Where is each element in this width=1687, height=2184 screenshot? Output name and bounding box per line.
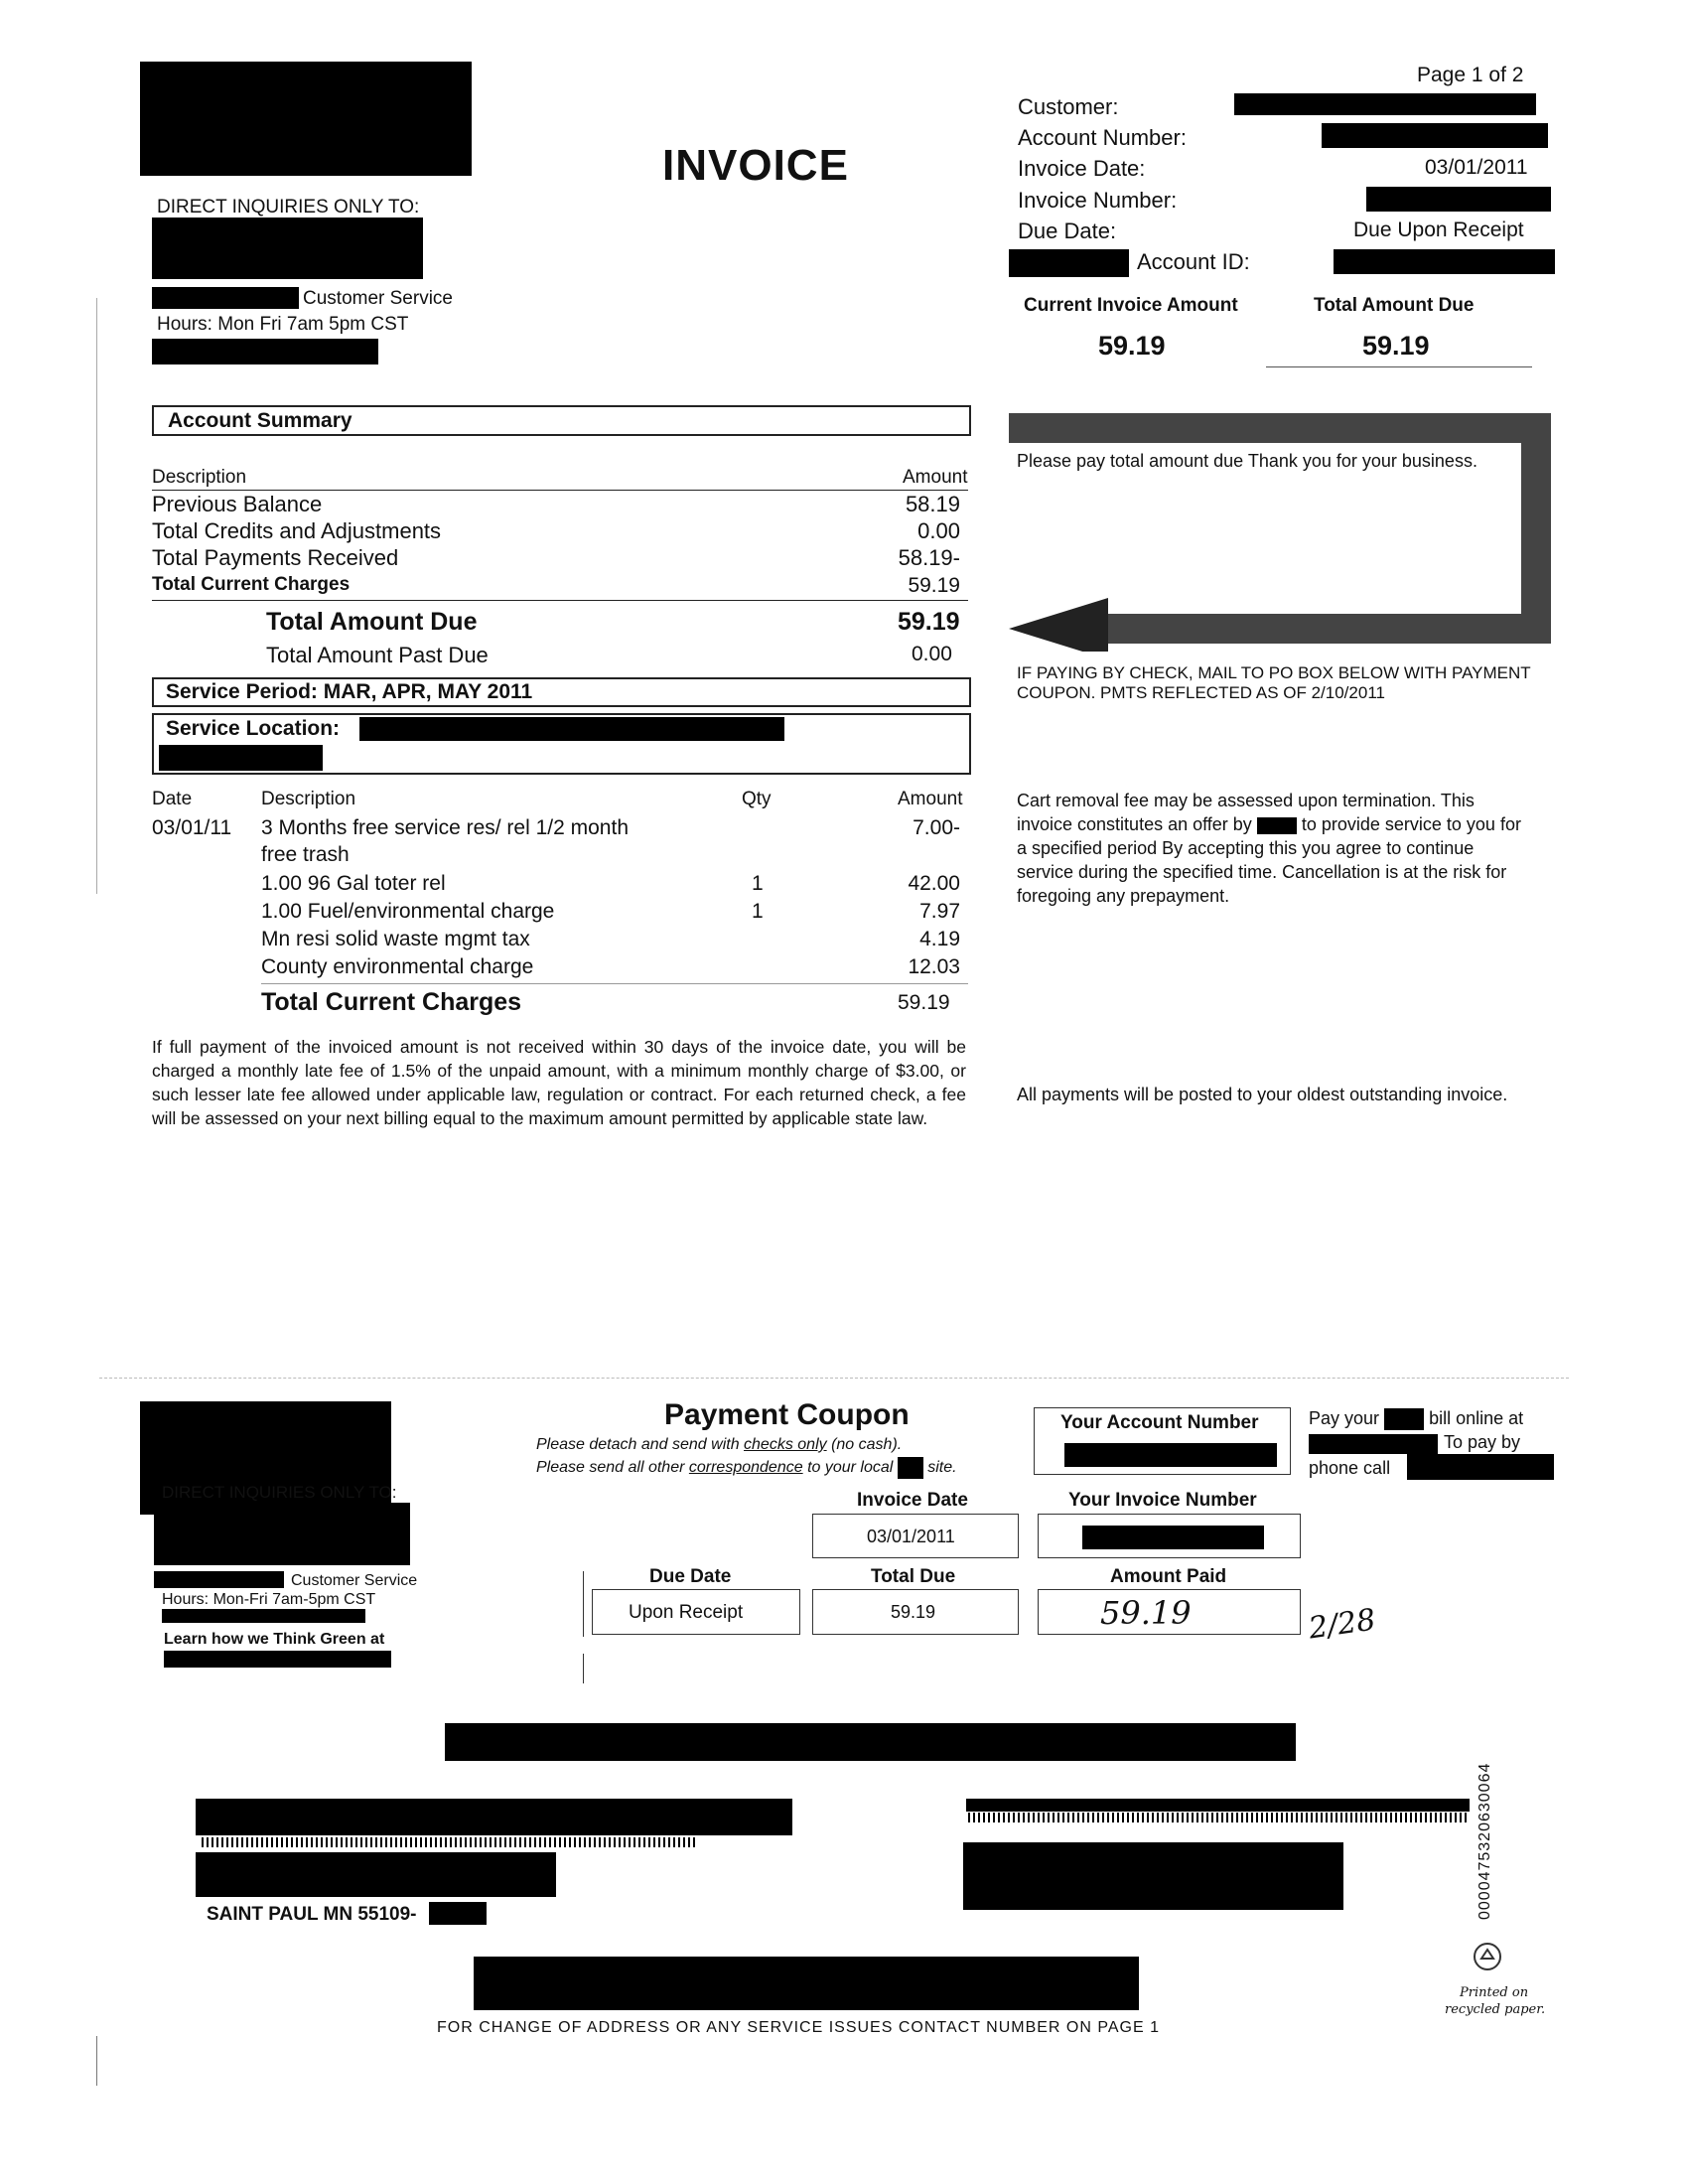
coupon-bottom-divider bbox=[583, 1654, 584, 1683]
summary-past-due: 0.00 bbox=[912, 643, 952, 665]
to-pay-by-label: To pay by bbox=[1444, 1432, 1521, 1452]
invoice-date-value: 03/01/2011 bbox=[1425, 156, 1528, 179]
charges-total-rule bbox=[261, 983, 968, 984]
your-invoice-number-label: Your Invoice Number bbox=[1068, 1490, 1257, 1511]
redacted-company bbox=[152, 287, 299, 309]
redacted-coupon-email bbox=[162, 1609, 365, 1623]
coupon-due-date-box bbox=[592, 1589, 800, 1635]
charges-col-amount: Amount bbox=[898, 789, 963, 809]
hours-label: Hours: Mon Fri 7am 5pm CST bbox=[157, 314, 409, 335]
account-summary-title: Account Summary bbox=[168, 409, 352, 432]
summary-col-amount: Amount bbox=[903, 467, 968, 488]
pay-online-note: Pay your bill online at bbox=[1309, 1408, 1567, 1430]
summary-total-due-label: Total Amount Due bbox=[266, 608, 478, 636]
summary-total-rule bbox=[152, 600, 968, 601]
redacted-service-location-2 bbox=[159, 745, 323, 771]
total-amount-due: 59.19 bbox=[1362, 331, 1430, 361]
coupon-due-date: Upon Receipt bbox=[629, 1602, 744, 1623]
total-due-underline bbox=[1266, 366, 1532, 367]
customer-service-label: Customer Service bbox=[303, 288, 453, 309]
charges-col-date: Date bbox=[152, 789, 193, 809]
charges-col-description: Description bbox=[261, 789, 356, 809]
think-green-label: Learn how we Think Green at bbox=[164, 1631, 385, 1648]
redacted-account-id bbox=[1334, 249, 1555, 274]
current-invoice-amount: 59.19 bbox=[1098, 331, 1166, 361]
coupon-left-divider bbox=[583, 1571, 584, 1637]
charge-row: 03/01/11 3 Months free service res/ rel 1/2 month 7.00- bbox=[152, 816, 960, 839]
redacted-customer bbox=[1234, 93, 1536, 115]
coupon-hours: Hours: Mon-Fri 7am-5pm CST bbox=[162, 1591, 376, 1608]
direct-inquiries-label: DIRECT INQUIRIES ONLY TO: bbox=[157, 197, 420, 218]
redacted-address bbox=[152, 218, 423, 279]
redacted-site bbox=[898, 1457, 923, 1479]
coupon-direct-inquiries: DIRECT INQUIRIES ONLY TO: bbox=[162, 1483, 397, 1502]
account-number-label: Account Number: bbox=[1018, 125, 1187, 150]
summary-past-due-label: Total Amount Past Due bbox=[266, 643, 489, 667]
coupon-invoice-date-label: Invoice Date bbox=[857, 1490, 968, 1511]
charge-row: 1.00 96 Gal toter rel 1 42.00 bbox=[261, 872, 960, 895]
charges-col-qty: Qty bbox=[742, 789, 772, 809]
coupon-title: Payment Coupon bbox=[664, 1398, 910, 1431]
cart-removal-note: Cart removal fee may be assessed upon termination. This invoice constitutes an offer by to provide service to you for a specified period By accepting this you agree to continue service during the specified time. Cancellation is at the risk for foregoing any prepayment. bbox=[1017, 791, 1521, 906]
charges-total: 59.19 bbox=[898, 991, 950, 1014]
due-date-label: Due Date: bbox=[1018, 218, 1117, 243]
account-id-label: Account ID: bbox=[1137, 249, 1250, 274]
summary-header-rule bbox=[152, 490, 968, 491]
redacted-footer bbox=[474, 1957, 1139, 2010]
handwritten-date: 2/28 bbox=[1306, 1602, 1378, 1647]
summary-total-due: 59.19 bbox=[898, 608, 960, 636]
amount-paid-handwritten: 59.19 bbox=[1100, 1594, 1192, 1632]
amount-paid-box[interactable] bbox=[1038, 1589, 1301, 1635]
service-period-box bbox=[152, 677, 971, 707]
redacted-coupon-address bbox=[154, 1503, 410, 1565]
redacted-coupon-invoice-number bbox=[1082, 1526, 1264, 1549]
redacted-coupon-account bbox=[1064, 1443, 1277, 1467]
redacted-phone bbox=[1407, 1454, 1554, 1480]
coupon-invoice-date-box bbox=[812, 1514, 1019, 1558]
page-number: Page 1 of 2 bbox=[1417, 64, 1524, 86]
redacted-scanline bbox=[445, 1723, 1296, 1761]
charges-total-label: Total Current Charges bbox=[261, 988, 522, 1016]
current-invoice-amount-label: Current Invoice Amount bbox=[1024, 295, 1238, 316]
barcode-left bbox=[202, 1837, 695, 1847]
due-date-value: Due Upon Receipt bbox=[1353, 218, 1524, 241]
redacted-account-id-prefix bbox=[1009, 249, 1129, 277]
service-location-label: Service Location: bbox=[166, 717, 341, 740]
footer-note: FOR CHANGE OF ADDRESS OR ANY SERVICE ISSUES CONTACT NUMBER ON PAGE 1 bbox=[437, 2019, 1160, 2036]
page-title: INVOICE bbox=[662, 141, 849, 190]
late-fee-note: If full payment of the invoiced amount is not received within 30 days of the invoice date, you will be charged a monthly late fee of 1.5% of the unpaid amount, with a minimum monthly charge of $3.00, or such lesser late fee allowed under applicable law, regulation or contract. For each returned check, a fee will be assessed on your next billing equal to the maximum amount permitted by applicable state law. bbox=[152, 1037, 966, 1128]
charge-row: free trash bbox=[261, 843, 350, 866]
charge-row: Mn resi solid waste mgmt tax 4.19 bbox=[261, 928, 960, 950]
margin-line bbox=[96, 298, 97, 894]
tear-line bbox=[99, 1378, 1569, 1379]
your-account-number-label: Your Account Number bbox=[1060, 1412, 1259, 1433]
redacted-website bbox=[1309, 1434, 1438, 1454]
coupon-customer-service: Customer Service bbox=[291, 1572, 418, 1589]
total-amount-due-label: Total Amount Due bbox=[1314, 295, 1475, 316]
redacted-invoice-number bbox=[1366, 187, 1551, 212]
coupon-due-date-label: Due Date bbox=[649, 1566, 732, 1587]
redacted-customer-street bbox=[196, 1852, 556, 1897]
recycled-note-1: Printed on bbox=[1460, 1985, 1529, 2000]
phone-call-label: phone call bbox=[1309, 1458, 1391, 1478]
invoice-date-label: Invoice Date: bbox=[1018, 156, 1146, 181]
scan-number: 0000475320630064 bbox=[1476, 1762, 1493, 1920]
redacted-customer-name bbox=[196, 1799, 792, 1835]
redacted-company bbox=[1384, 1408, 1424, 1430]
customer-label: Customer: bbox=[1018, 94, 1119, 119]
recycle-icon bbox=[1472, 1941, 1503, 1972]
redacted-coupon-company bbox=[154, 1571, 284, 1588]
amount-paid-label: Amount Paid bbox=[1110, 1566, 1227, 1587]
message-text: Please pay total amount due Thank you for your business. bbox=[1017, 451, 1477, 471]
service-period: Service Period: MAR, APR, MAY 2011 bbox=[166, 680, 533, 703]
check-note: IF PAYING BY CHECK, MAIL TO PO BOX BELOW WITH PAYMENT COUPON. PMTS REFLECTED AS OF 2/10/2011 bbox=[1017, 663, 1531, 702]
redacted-remit-top bbox=[966, 1799, 1470, 1812]
charge-row: County environmental charge 12.03 bbox=[261, 955, 960, 978]
margin-line bbox=[96, 2036, 97, 2086]
coupon-correspond-note: Please send all other correspondence to your local site. bbox=[536, 1457, 957, 1479]
coupon-invoice-date: 03/01/2011 bbox=[867, 1527, 955, 1546]
invoice-number-label: Invoice Number: bbox=[1018, 188, 1178, 213]
redacted-logo bbox=[140, 62, 472, 176]
redacted-zip bbox=[429, 1902, 487, 1925]
redacted-service-location bbox=[359, 717, 784, 741]
redacted-phone bbox=[152, 339, 378, 364]
coupon-total-due-label: Total Due bbox=[871, 1566, 956, 1587]
redacted-green-url bbox=[164, 1651, 391, 1668]
summary-col-description: Description bbox=[152, 467, 247, 488]
coupon-total-due-box bbox=[812, 1589, 1019, 1635]
redacted-remit-address bbox=[963, 1842, 1343, 1910]
coupon-total-due: 59.19 bbox=[891, 1602, 936, 1622]
redacted-account-number bbox=[1322, 123, 1548, 148]
charge-row: 1.00 Fuel/environmental charge 1 7.97 bbox=[261, 900, 960, 923]
redacted-company bbox=[1257, 817, 1297, 834]
coupon-detach-note: Please detach and send with checks only (no cash). bbox=[536, 1436, 903, 1453]
customer-city: SAINT PAUL MN 55109- bbox=[207, 1904, 417, 1925]
payments-posted-note: All payments will be posted to your oldest outstanding invoice. bbox=[1017, 1085, 1508, 1104]
barcode-right bbox=[968, 1813, 1467, 1822]
recycled-note-2: recycled paper. bbox=[1445, 2002, 1546, 2017]
account-summary-header bbox=[152, 405, 971, 436]
